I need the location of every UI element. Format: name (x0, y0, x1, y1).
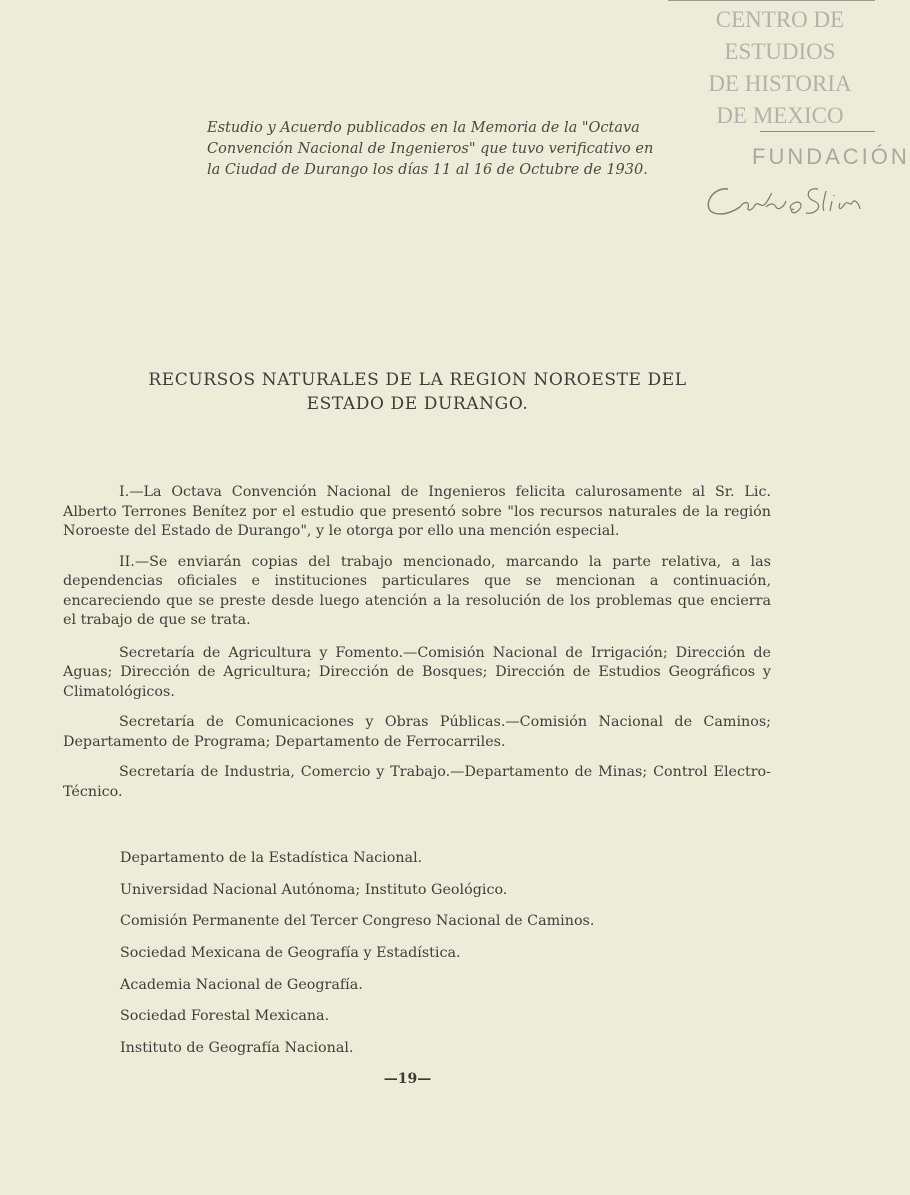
signature-image (700, 181, 872, 223)
document-title (110, 368, 725, 416)
page-number: —19— (383, 1071, 432, 1087)
note-line: la Ciudad de Durango los días 11 al 16 de Octubre de 1930. (207, 162, 648, 178)
publication-note (207, 118, 767, 181)
top-rule (668, 0, 875, 1)
list-item: Universidad Nacional Autónoma; Instituto Geológico. (120, 881, 508, 898)
paragraph: Secretaría de Industria, Comercio y Trabajo.—Departamento de Minas; Control Electro-Técnico. (63, 764, 771, 800)
institution-list (120, 848, 760, 1070)
stamp-line: DE HISTORIA (708, 71, 852, 96)
title-line: RECURSOS NATURALES DE LA REGION NOROESTE DEL (148, 370, 687, 390)
paragraph: II.—Se enviarán copias del trabajo mencionado, marcando la parte relativa, a las dependencias oficiales e instituciones particulares que se mencionan a continuación, encareciendo que se preste desde luego atención a la resolución de los problemas que encierra el trabajo de que se trata. (63, 553, 771, 628)
list-item: Comisión Permanente del Tercer Congreso Nacional de Caminos. (120, 913, 595, 930)
note-line: Convención Nacional de Ingenieros" que tuvo verificativo en (207, 141, 654, 157)
stamp-line: DE MEXICO (716, 103, 844, 128)
title-line: ESTADO DE DURANGO. (306, 394, 529, 414)
stamp-line: CENTRO DE (715, 7, 845, 32)
foundation-label: FUNDACIÓN (752, 144, 910, 169)
paragraph: I.—La Octava Convención Nacional de Ingenieros felicita calurosamente al Sr. Lic. Alberto Terrones Benítez por el estudio que presentó sobre "los recursos naturales de la región Noroeste del Estado de Durango", y le otorga por ello una mención especial. (63, 484, 771, 539)
list-item: Departamento de la Estadística Nacional. (120, 850, 423, 866)
list-item: Instituto de Geografía Nacional. (120, 1040, 354, 1057)
list-item: Sociedad Forestal Mexicana. (120, 1008, 330, 1025)
paragraph: Secretaría de Agricultura y Fomento.—Comisión Nacional de Irrigación; Dirección de Aguas; Dirección de Agricultura; Dirección de Bosques; Dirección de Estudios Geográficos y Climatológicos. (63, 644, 771, 700)
stamp-line: ESTUDIOS (724, 39, 836, 64)
signature-rule (760, 131, 875, 132)
note-line: Estudio y Acuerdo publicados en la Memoria de la "Octava (207, 120, 640, 136)
list-item: Academia Nacional de Geografía. (120, 976, 363, 993)
list-item: Sociedad Mexicana de Geografía y Estadística. (120, 945, 461, 962)
body-text (63, 483, 771, 813)
paragraph: Secretaría de Comunicaciones y Obras Públicas.—Comisión Nacional de Caminos; Departamento de Programa; Departamento de Ferrocarriles. (63, 714, 771, 750)
archive-stamp (690, 4, 870, 132)
